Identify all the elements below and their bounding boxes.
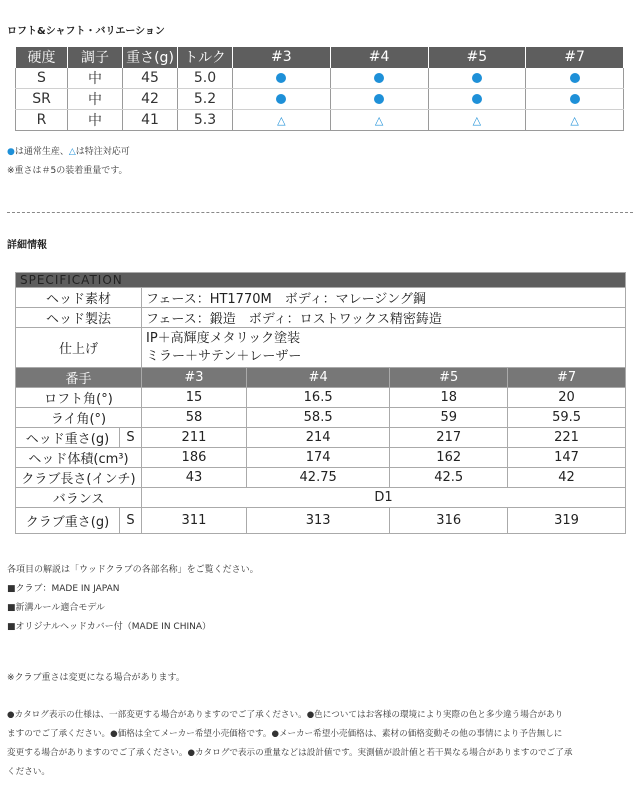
custom-order-triangle-icon: △	[374, 114, 384, 127]
legend-dot-text: は通常生産、	[14, 147, 69, 157]
available-dot-icon	[570, 73, 580, 83]
legend-triangle-text: は特注対応可	[75, 147, 130, 157]
available-dot-icon	[374, 94, 384, 104]
header-no4: #4	[330, 47, 428, 68]
club-weight-value: 311	[142, 508, 247, 534]
table-row	[16, 508, 626, 534]
table-row	[16, 428, 626, 448]
table-row	[16, 408, 626, 428]
lie-label: ライ角(°)	[16, 408, 142, 428]
head-process-label: ヘッド製法	[16, 308, 142, 328]
finish-value-line2: ミラー＋サテン＋レーザー	[146, 348, 302, 364]
table-row	[16, 89, 624, 110]
number-no4: #4	[246, 368, 389, 388]
header-torque: トルク	[178, 47, 233, 68]
legend-triangle-icon: △	[68, 147, 76, 157]
head-weight-value: 211	[142, 428, 247, 448]
club-weight-label: クラブ重さ(g)	[16, 508, 120, 534]
section-title-details: 詳細情報	[7, 240, 47, 251]
section-title-variation: ロフト&シャフト・バリエーション	[7, 26, 165, 37]
footer-line: ますのでご了承ください。●価格は全てメーカー希望小売価格です。●メーカー希望小売価格は、素材の価格変動その他の事情により予告無しに	[7, 729, 563, 739]
header-no5: #5	[428, 47, 526, 68]
variation-header-row	[16, 47, 624, 68]
head-weight-value: 217	[390, 428, 508, 448]
balance-label: バランス	[16, 488, 142, 508]
available-dot-icon	[472, 94, 482, 104]
finish-value	[142, 328, 626, 368]
number-label: 番手	[16, 368, 142, 388]
loft-value: 16.5	[246, 388, 389, 408]
header-no3: #3	[233, 47, 331, 68]
club-length-value: 43	[142, 468, 247, 488]
table-row	[16, 448, 626, 468]
head-volume-value: 186	[142, 448, 247, 468]
number-no5: #5	[390, 368, 508, 388]
table-row	[16, 488, 626, 508]
loft-value: 15	[142, 388, 247, 408]
weight-note: ※重さは＃5の装着重量です。	[7, 166, 128, 176]
head-volume-value: 162	[390, 448, 508, 468]
club-length-value: 42.5	[390, 468, 508, 488]
head-process-value: フェース：鍛造 ボディ：ロストワックス精密鋳造	[142, 308, 626, 328]
cell-kick: 中	[68, 68, 123, 89]
cell-weight: 45	[123, 68, 178, 89]
head-volume-value: 174	[246, 448, 389, 468]
loft-value: 18	[390, 388, 508, 408]
footer-line: 変更する場合がありますのでご了承ください。●カタログで表示の重量などは設計値です。実測値が設計値と若干異なる場合がありますのでご了承	[7, 748, 573, 758]
cell-torque: 5.3	[178, 110, 233, 131]
footer-line: ■新溝ルール適合モデル	[7, 603, 105, 613]
cell-kick: 中	[68, 110, 123, 131]
legend-dot-icon: ●	[7, 147, 15, 157]
club-length-label: クラブ長さ(インチ)	[16, 468, 142, 488]
lie-value: 59.5	[508, 408, 626, 428]
club-length-value: 42.75	[246, 468, 389, 488]
head-weight-label: ヘッド重さ(g)	[16, 428, 120, 448]
cell-hardness: SR	[16, 89, 68, 110]
custom-order-triangle-icon: △	[570, 114, 579, 127]
head-weight-flex: S	[120, 428, 142, 448]
footer-line: 各項目の解説は「ウッドクラブの各部名称」をご覧ください。	[7, 565, 259, 575]
head-material-value: フェース：HT1770M ボディ：マレージング鋼	[142, 288, 626, 308]
loft-value: 20	[508, 388, 626, 408]
head-weight-value: 221	[508, 428, 626, 448]
specification-table	[15, 272, 626, 534]
footer-line: ■クラブ：MADE IN JAPAN	[7, 584, 120, 594]
available-dot-icon	[374, 73, 384, 83]
footer-line: ●カタログ表示の仕様は、一部変更する場合がありますのでご了承ください。●色についてはお客様の環境により実際の色と多少違う場合があり	[7, 710, 564, 720]
header-no7: #7	[526, 47, 624, 68]
cell-hardness: R	[16, 110, 68, 131]
club-length-value: 42	[508, 468, 626, 488]
lie-value: 58	[142, 408, 247, 428]
head-volume-label: ヘッド体積(cm³)	[16, 448, 142, 468]
number-no3: #3	[142, 368, 247, 388]
lie-value: 58.5	[246, 408, 389, 428]
footer-line: ※クラブ重さは変更になる場合があります。	[7, 673, 185, 683]
table-row	[16, 388, 626, 408]
cell-weight: 42	[123, 89, 178, 110]
cell-kick: 中	[68, 89, 123, 110]
table-row	[16, 110, 624, 131]
club-weight-value: 316	[390, 508, 508, 534]
header-weight: 重さ(g)	[123, 47, 178, 68]
head-material-label: ヘッド素材	[16, 288, 142, 308]
club-weight-flex: S	[120, 508, 142, 534]
lie-value: 59	[390, 408, 508, 428]
loft-label: ロフト角(°)	[16, 388, 142, 408]
footer-line: ■オリジナルヘッドカバー付（MADE IN CHINA）	[7, 622, 212, 632]
cell-torque: 5.2	[178, 89, 233, 110]
header-hardness: 硬度	[16, 47, 68, 68]
variation-table	[15, 46, 624, 131]
cell-torque: 5.0	[178, 68, 233, 89]
table-row	[16, 68, 624, 89]
footer-line: ください。	[7, 767, 50, 777]
table-row	[16, 468, 626, 488]
head-volume-value: 147	[508, 448, 626, 468]
balance-value: D1	[142, 488, 626, 508]
header-kick: 調子	[68, 47, 123, 68]
available-dot-icon	[276, 94, 286, 104]
spec-header: SPECIFICATION	[16, 273, 626, 288]
club-weight-value: 319	[508, 508, 626, 534]
finish-label: 仕上げ	[16, 328, 142, 368]
available-dot-icon	[570, 94, 580, 104]
finish-value-line1: IP＋高輝度メタリック塗装	[146, 330, 301, 346]
custom-order-triangle-icon: △	[277, 114, 286, 127]
head-weight-value: 214	[246, 428, 389, 448]
cell-weight: 41	[123, 110, 178, 131]
custom-order-triangle-icon: △	[472, 114, 482, 127]
section-divider	[7, 212, 633, 213]
available-dot-icon	[276, 73, 286, 83]
cell-hardness: S	[16, 68, 68, 89]
number-no7: #7	[508, 368, 626, 388]
club-weight-value: 313	[246, 508, 389, 534]
legend-note	[7, 144, 130, 157]
available-dot-icon	[472, 73, 482, 83]
